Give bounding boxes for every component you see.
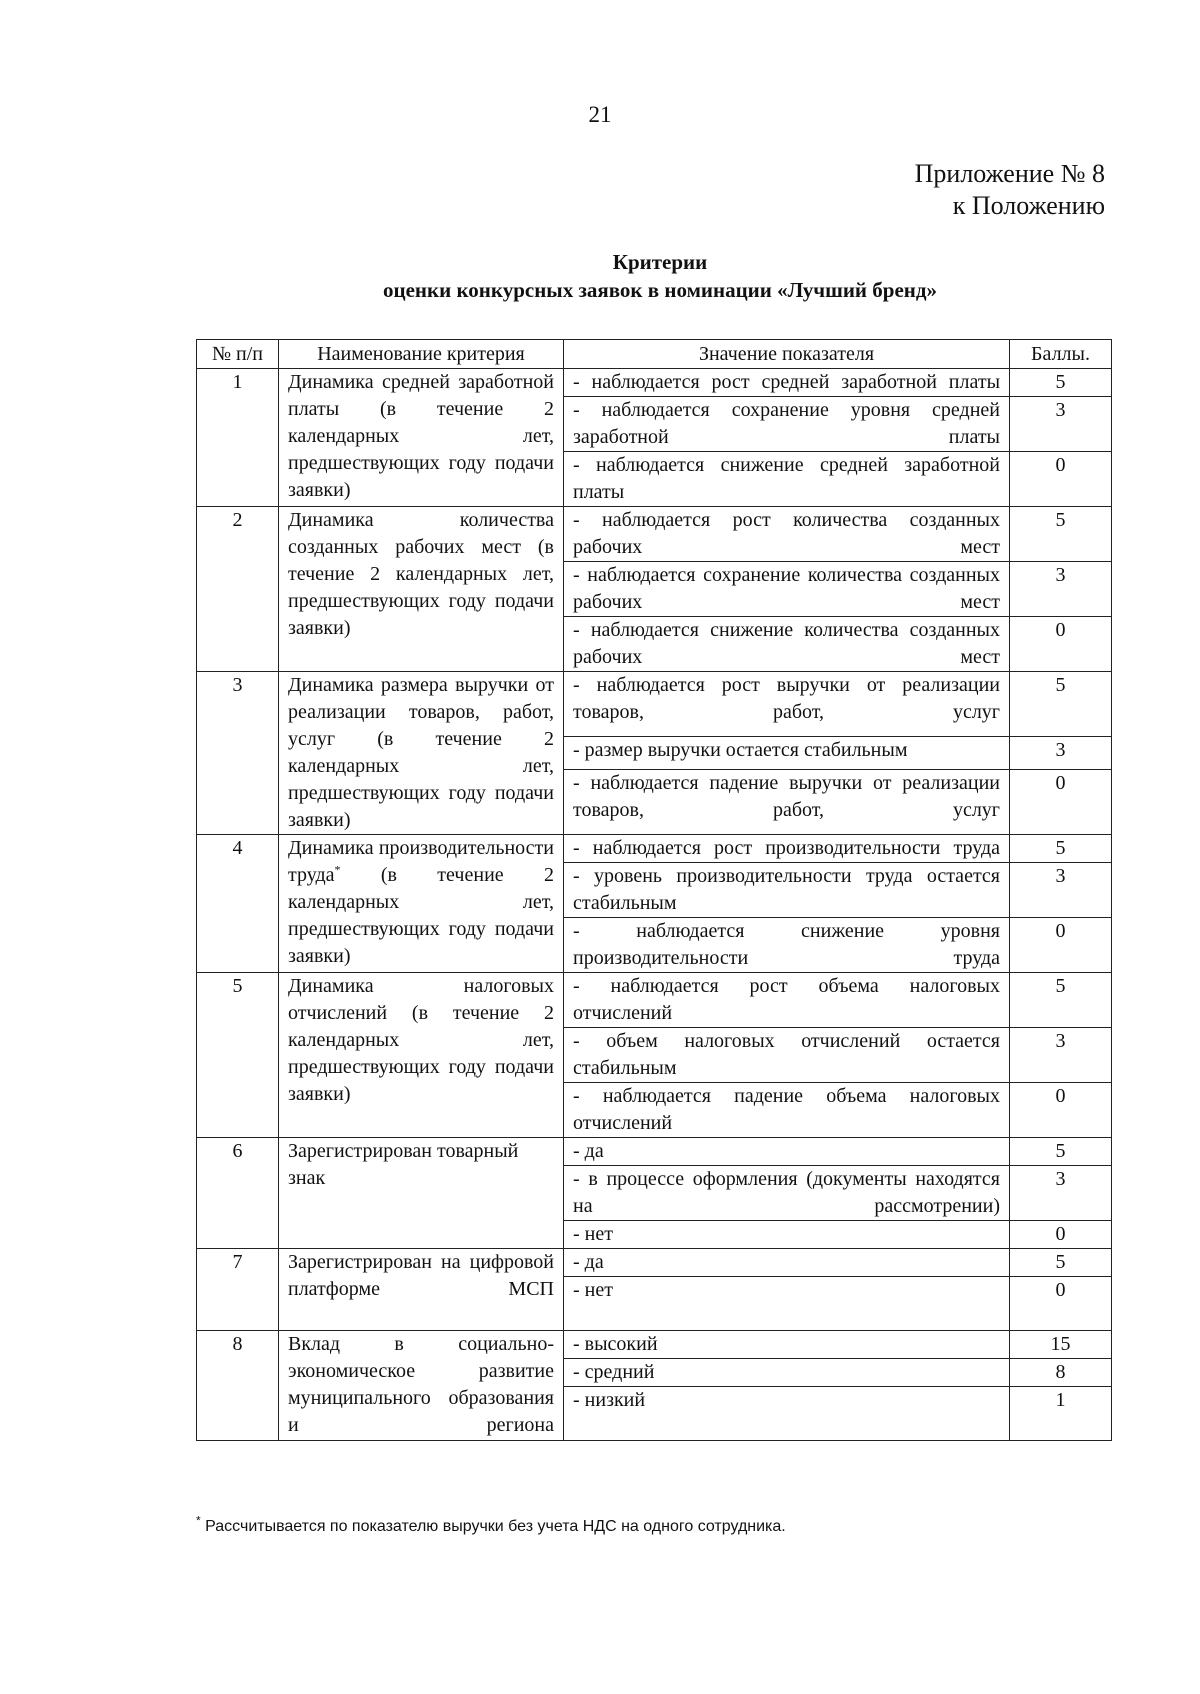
criterion-number: 7 — [197, 1249, 279, 1331]
criterion-name: Динамика количества созданных рабочих мест (в течение 2 календарных лет, предшествующих году подачи заявки) — [279, 507, 564, 672]
indicator-value: - наблюдается падение объема налоговых отчислений — [564, 1083, 1010, 1138]
footnote-text: Рассчитывается по показателю выручки без учета НДС на одного сотрудника. — [200, 1518, 786, 1535]
indicator-value: - средний — [564, 1359, 1010, 1387]
indicator-value: - уровень производительности труда остается стабильным — [564, 863, 1010, 918]
indicator-value: - наблюдается сохранение уровня средней заработной платы — [564, 397, 1010, 452]
criterion-number: 6 — [197, 1138, 279, 1249]
indicator-score: 5 — [1010, 835, 1112, 863]
criterion-number: 8 — [197, 1331, 279, 1441]
criterion-number: 5 — [197, 973, 279, 1138]
page-number: 21 — [588, 102, 612, 127]
document-title — [0, 248, 1200, 304]
table-row — [197, 1249, 1112, 1277]
indicator-score: 15 — [1010, 1331, 1112, 1359]
appendix-reference — [915, 158, 1105, 222]
indicator-value: - низкий — [564, 1387, 1010, 1441]
indicator-value: - наблюдается рост количества созданных рабочих мест — [564, 507, 1010, 562]
indicator-value: - наблюдается рост средней заработной платы — [564, 369, 1010, 397]
criterion-name — [279, 835, 564, 973]
indicator-score: 1 — [1010, 1387, 1112, 1441]
footnote-marker: * — [334, 862, 341, 877]
indicator-value: - в процессе оформления (документы находятся на рассмотрении) — [564, 1166, 1010, 1221]
appendix-number: Приложение № 8 — [914, 159, 1105, 188]
indicator-value: - размер выручки остается стабильным — [564, 736, 1010, 769]
indicator-score: 5 — [1010, 672, 1112, 737]
table-row — [197, 973, 1112, 1028]
table-row — [197, 369, 1112, 397]
indicator-value: - высокий — [564, 1331, 1010, 1359]
table-row — [197, 1138, 1112, 1166]
title-line-1: Критерии — [612, 250, 708, 274]
footnote — [196, 1513, 786, 1536]
indicator-value: - объем налоговых отчислений остается стабильным — [564, 1028, 1010, 1083]
indicator-value: - нет — [564, 1221, 1010, 1249]
criterion-number: 1 — [197, 369, 279, 507]
criterion-name: Динамика налоговых отчислений (в течение 2 календарных лет, предшествующих году подачи заявки) — [279, 973, 564, 1138]
title-line-2: оценки конкурсных заявок в номинации «Лучший бренд» — [383, 278, 937, 302]
indicator-value: - наблюдается падение выручки от реализации товаров, работ, услуг — [564, 770, 1010, 835]
header-num: № п/п — [197, 340, 279, 369]
indicator-score: 3 — [1010, 736, 1112, 769]
indicator-value: - да — [564, 1138, 1010, 1166]
criterion-name: Зарегистрирован на цифровой платформе МСП — [279, 1249, 564, 1331]
criterion-name-rest: (в течение 2 календарных лет, предшествующих году подачи заявки) — [288, 864, 554, 967]
table-row — [197, 835, 1112, 863]
indicator-value: - наблюдается снижение уровня производительности труда — [564, 918, 1010, 973]
indicator-score: 5 — [1010, 1249, 1112, 1277]
indicator-score: 3 — [1010, 1166, 1112, 1221]
criterion-name: Вклад в социально-экономическое развитие муниципального образования и региона — [279, 1331, 564, 1441]
indicator-score: 3 — [1010, 562, 1112, 617]
indicator-score: 0 — [1010, 1277, 1112, 1331]
table-row — [197, 1331, 1112, 1359]
criteria-table — [196, 339, 1112, 1441]
indicator-score: 5 — [1010, 507, 1112, 562]
indicator-value: - наблюдается рост производительности труда — [564, 835, 1010, 863]
indicator-value: - наблюдается рост объема налоговых отчислений — [564, 973, 1010, 1028]
indicator-score: 8 — [1010, 1359, 1112, 1387]
indicator-score: 5 — [1010, 973, 1112, 1028]
criterion-name-main: Динамика производительности труда — [288, 837, 554, 886]
criterion-name: Динамика средней заработной платы (в течение 2 календарных лет, предшествующих году подачи заявки) — [279, 369, 564, 507]
indicator-value: - да — [564, 1249, 1010, 1277]
indicator-score: 0 — [1010, 452, 1112, 507]
footnote-mark: * — [196, 1513, 201, 1528]
table-row — [197, 672, 1112, 737]
indicator-value: - наблюдается снижение средней заработной платы — [564, 452, 1010, 507]
indicator-score: 0 — [1010, 1221, 1112, 1249]
criterion-name: Динамика размера выручки от реализации товаров, работ, услуг (в течение 2 календарных лет, предшествующих году подачи заявки) — [279, 672, 564, 835]
indicator-score: 0 — [1010, 617, 1112, 672]
indicator-value: - наблюдается рост выручки от реализации товаров, работ, услуг — [564, 672, 1010, 737]
indicator-score: 5 — [1010, 1138, 1112, 1166]
table-row — [197, 507, 1112, 562]
header-name: Наименование критерия — [279, 340, 564, 369]
indicator-score: 5 — [1010, 369, 1112, 397]
indicator-score: 0 — [1010, 918, 1112, 973]
indicator-score: 0 — [1010, 1083, 1112, 1138]
indicator-score: 3 — [1010, 397, 1112, 452]
table-header-row — [197, 340, 1112, 369]
indicator-value: - нет — [564, 1277, 1010, 1331]
indicator-score: 0 — [1010, 770, 1112, 835]
header-score: Баллы. — [1010, 340, 1112, 369]
indicator-score: 3 — [1010, 1028, 1112, 1083]
criterion-number: 2 — [197, 507, 279, 672]
appendix-target: к Положению — [952, 191, 1105, 220]
criterion-name: Зарегистрирован товарный знак — [279, 1138, 564, 1249]
indicator-value: - наблюдается снижение количества созданных рабочих мест — [564, 617, 1010, 672]
indicator-score: 3 — [1010, 863, 1112, 918]
criterion-number: 3 — [197, 672, 279, 835]
criterion-number: 4 — [197, 835, 279, 973]
header-value: Значение показателя — [564, 340, 1010, 369]
indicator-value: - наблюдается сохранение количества созданных рабочих мест — [564, 562, 1010, 617]
